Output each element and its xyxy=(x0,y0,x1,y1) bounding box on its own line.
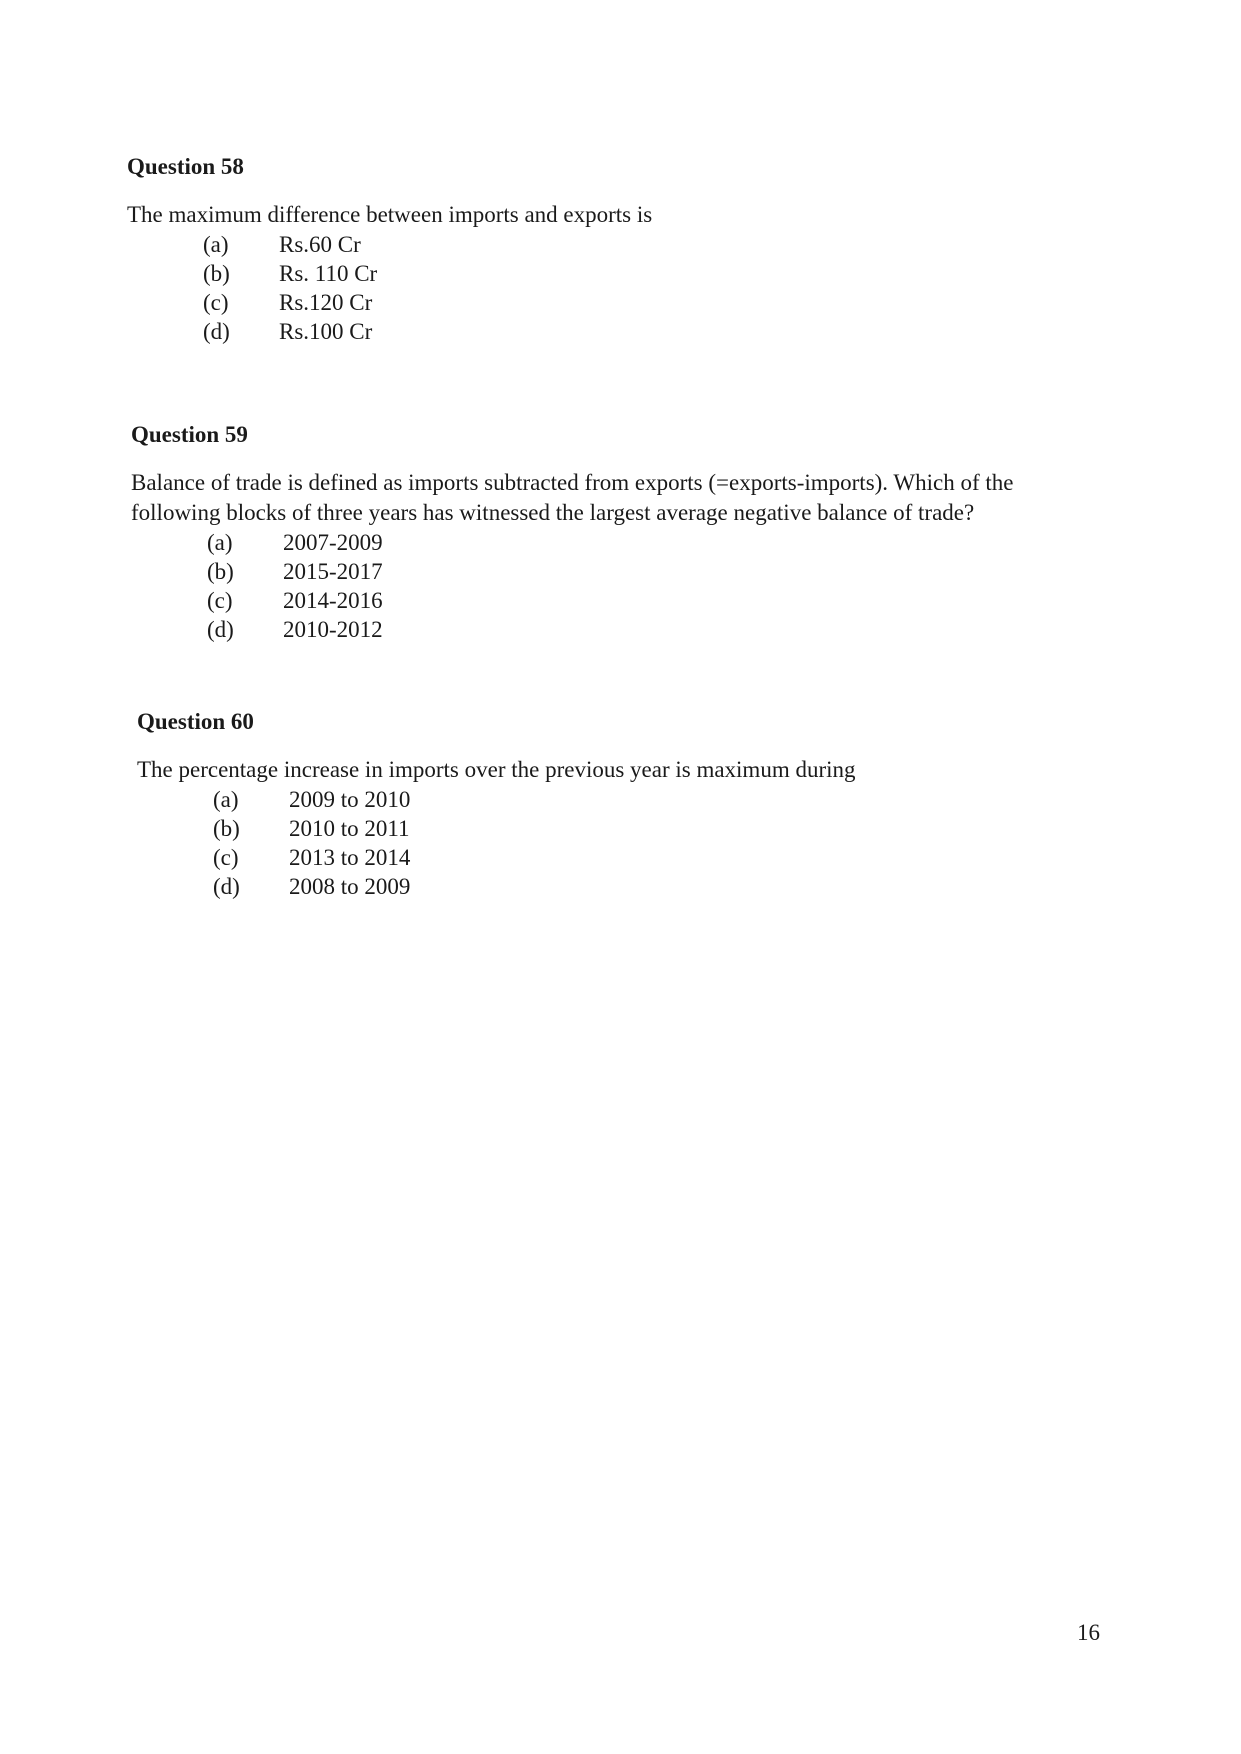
question-text: The percentage increase in imports over the previous year is maximum during xyxy=(137,757,856,782)
page-number: 16 xyxy=(1077,1620,1100,1645)
question-60 xyxy=(137,707,1097,901)
option-value: 2009 to 2010 xyxy=(289,787,411,812)
option-label: (d) xyxy=(203,319,230,344)
question-text: The maximum difference between imports and exports is xyxy=(127,202,653,227)
option-label: (c) xyxy=(213,845,239,870)
option-d xyxy=(207,615,1091,644)
option-label: (d) xyxy=(213,874,240,899)
option-label: (d) xyxy=(207,617,234,642)
option-value: Rs.100 Cr xyxy=(279,319,373,344)
option-a xyxy=(207,528,1091,557)
option-b xyxy=(207,557,1091,586)
option-label: (a) xyxy=(213,787,239,812)
option-b xyxy=(213,814,1097,843)
option-c xyxy=(203,288,1087,317)
answer-options xyxy=(127,230,1087,346)
question-title: Question 59 xyxy=(131,422,248,447)
option-b xyxy=(203,259,1087,288)
answer-options xyxy=(137,785,1097,901)
option-d xyxy=(203,317,1087,346)
option-label: (a) xyxy=(207,530,233,555)
option-label: (b) xyxy=(213,816,240,841)
option-label: (c) xyxy=(203,290,229,315)
option-value: 2010 to 2011 xyxy=(289,816,410,841)
option-value: Rs.120 Cr xyxy=(279,290,373,315)
answer-options xyxy=(131,528,1091,644)
option-label: (a) xyxy=(203,232,229,257)
option-label: (c) xyxy=(207,588,233,613)
option-value: 2007-2009 xyxy=(283,530,383,555)
option-label: (b) xyxy=(207,559,234,584)
option-a xyxy=(203,230,1087,259)
option-value: 2015-2017 xyxy=(283,559,383,584)
option-a xyxy=(213,785,1097,814)
option-c xyxy=(207,586,1091,615)
question-58 xyxy=(127,152,1087,346)
option-value: 2008 to 2009 xyxy=(289,874,411,899)
option-label: (b) xyxy=(203,261,230,286)
option-c xyxy=(213,843,1097,872)
option-value: 2010-2012 xyxy=(283,617,383,642)
question-59 xyxy=(131,420,1091,644)
question-text: Balance of trade is defined as imports subtracted from exports (=exports-imports). Which of the following blocks of three years has witnessed the largest average negative balance of trade? xyxy=(131,470,1014,525)
option-d xyxy=(213,872,1097,901)
option-value: 2014-2016 xyxy=(283,588,383,613)
option-value: 2013 to 2014 xyxy=(289,845,411,870)
question-title: Question 60 xyxy=(137,709,254,734)
question-title: Question 58 xyxy=(127,154,244,179)
option-value: Rs.60 Cr xyxy=(279,232,361,257)
option-value: Rs. 110 Cr xyxy=(279,261,378,286)
